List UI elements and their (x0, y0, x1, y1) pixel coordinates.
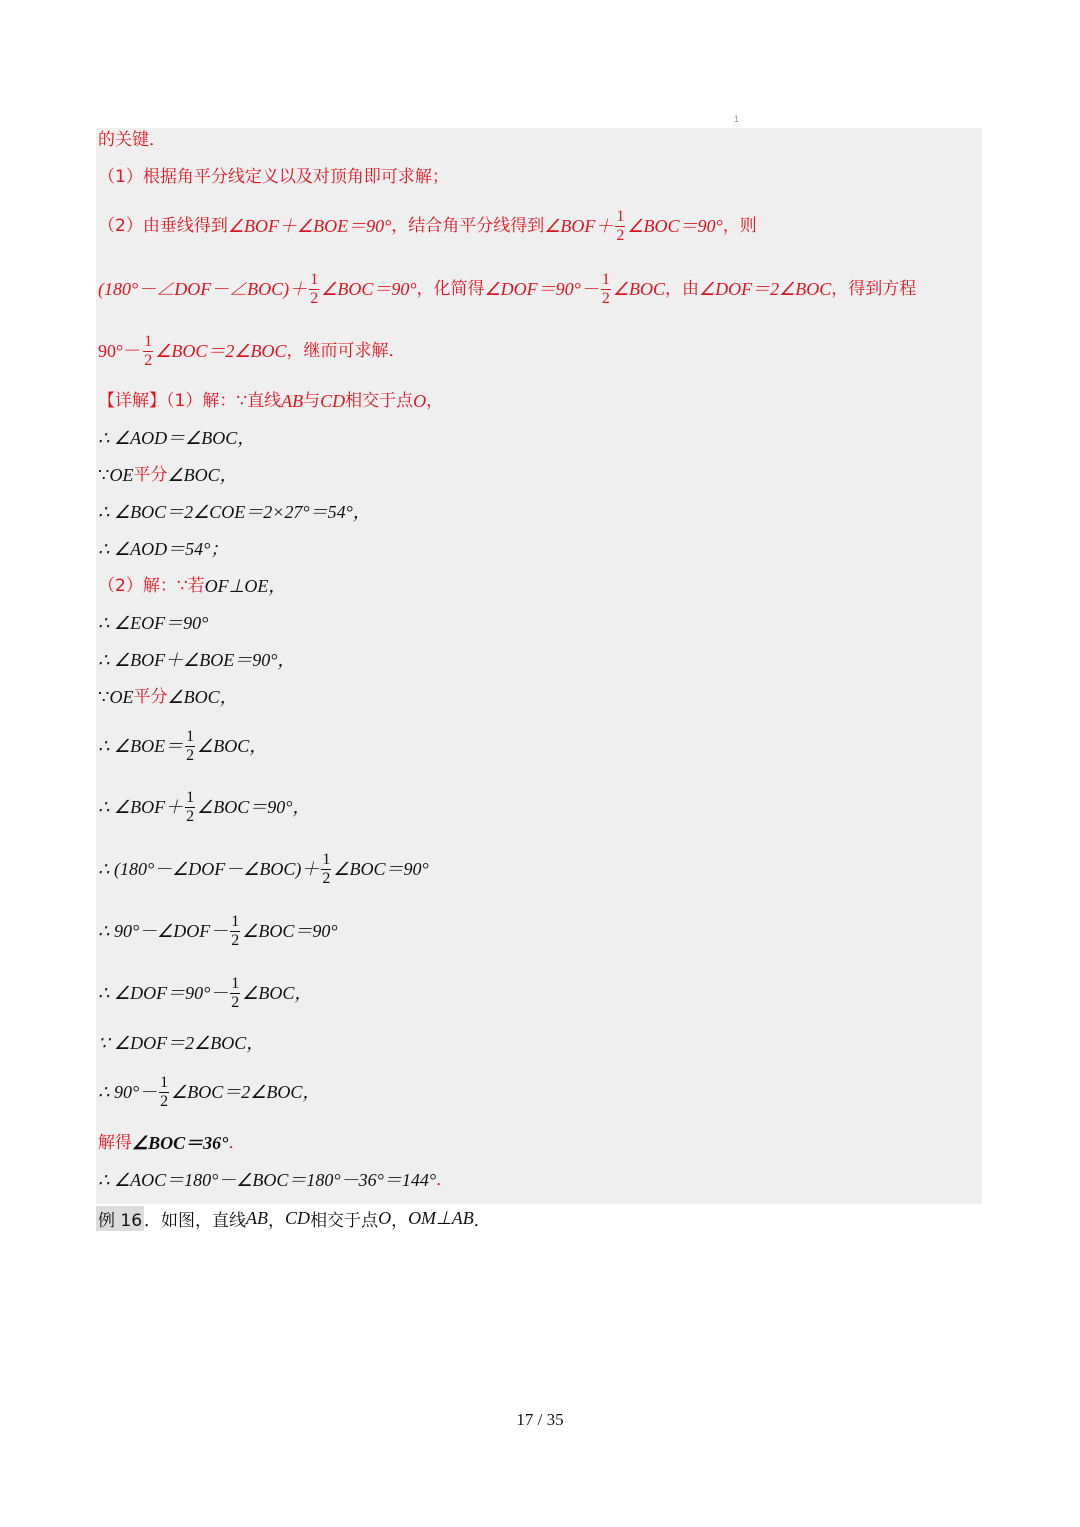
text: （2）由垂线得到 (98, 215, 228, 236)
step-line-17 (98, 848, 429, 890)
math: ∠BOC， (167, 687, 238, 707)
math: ∠BOC， (242, 983, 313, 1003)
math: ∠DOF＝2∠BOC (699, 279, 832, 299)
math: CD (285, 1207, 311, 1228)
math: O (378, 1207, 392, 1228)
text: 平分 (133, 686, 168, 707)
math: ∠BOF＋∠BOE＝90° (227, 216, 392, 236)
math: ∴ ∠AOD＝∠BOC， (98, 428, 256, 448)
text: 的关键． (98, 130, 166, 150)
step-line-7 (98, 429, 255, 447)
math: ∠BOC， (197, 736, 268, 756)
text: ．如图，直线 (144, 1210, 247, 1231)
header-mark: 1 (734, 114, 740, 124)
text: 【详解】（1）解：∵直线 (98, 390, 282, 411)
text: ，则 (722, 215, 757, 236)
text: 解得 (98, 1132, 132, 1153)
final-answer-line (98, 1171, 453, 1189)
math: ∠DOF＝90°－ (484, 279, 599, 299)
step-line-12 (98, 614, 208, 632)
step-line-14 (98, 688, 238, 706)
text: ． (228, 1132, 246, 1153)
detail-heading-line (98, 392, 443, 410)
fraction-half: $\frac{1}{2}$ (616, 207, 625, 244)
math: ∴ ∠AOC＝180°－∠BOC＝180°－36°＝144° (98, 1170, 437, 1190)
math: ∴ ∠BOF＋ (98, 797, 184, 817)
example-16-line (96, 1206, 491, 1230)
fraction-half: $\frac{1}{2}$ (144, 332, 153, 369)
math: ∴ 90°－ (98, 1082, 158, 1102)
text: ，结合角平分线得到 (391, 215, 545, 236)
math: 90°－ (98, 341, 142, 361)
text: ，由 (665, 278, 699, 299)
step-line-8 (98, 466, 238, 484)
analysis-line-5 (98, 330, 405, 372)
text: 相交于点 (310, 1210, 379, 1231)
text: （2）解：∵若 (98, 575, 205, 596)
text: ， (426, 390, 444, 411)
page-number: 17 / 35 (516, 1410, 564, 1429)
math: ∴ ∠EOF＝90° (98, 613, 209, 633)
math: ∠BOC＝90°， (197, 797, 311, 817)
fraction-half: $\frac{1}{2}$ (231, 912, 240, 949)
text: ，继而可求解． (286, 340, 406, 361)
step-line-11 (98, 577, 286, 595)
step-line-21 (98, 1071, 320, 1113)
math: ∠BOC＝2∠BOC， (171, 1082, 321, 1102)
math: ∠BOC＝90° (242, 921, 338, 941)
fraction-half: $\frac{1}{2}$ (186, 788, 195, 825)
text: 平分 (133, 464, 168, 485)
fraction-half: $\frac{1}{2}$ (322, 850, 331, 887)
analysis-line-1 (98, 132, 166, 149)
step-line-15 (98, 725, 267, 767)
fraction-half: $\frac{1}{2}$ (310, 270, 319, 307)
math: ∠BOC， (167, 465, 238, 485)
math: ∠BOC＝90° (321, 279, 417, 299)
text: 与 (303, 390, 321, 411)
text: ． (473, 1210, 491, 1231)
analysis-line-4 (98, 268, 916, 310)
text: ，得到方程 (831, 278, 917, 299)
result-line (98, 1134, 245, 1152)
math: AB (281, 391, 304, 411)
math: (180°－∠DOF－∠BOC)＋ (98, 279, 308, 299)
math: OM⊥AB (408, 1207, 474, 1228)
text: ， (391, 1210, 409, 1231)
text: ． (436, 1169, 454, 1190)
math: O (413, 391, 427, 411)
text: 相交于点 (345, 390, 414, 411)
text: （1）根据角平分线定义以及对顶角即可求解； (98, 167, 449, 187)
math: ∠BOF＋ (544, 216, 614, 236)
math: ∠BOC (612, 279, 665, 299)
step-line-19 (98, 972, 312, 1014)
math: ∠BOC＝90° (627, 216, 723, 236)
math: ∴ ∠DOF＝90°－ (98, 983, 229, 1003)
math: ∴ ∠BOF＋∠BOE＝90°， (98, 650, 296, 670)
math: ∵ (98, 687, 110, 707)
fraction-half: $\frac{1}{2}$ (186, 727, 195, 764)
math: ∠BOC＝2∠BOC (155, 341, 287, 361)
step-line-20 (98, 1034, 264, 1052)
math: ∴ (180°－∠DOF－∠BOC)＋ (98, 859, 320, 879)
math: ∵ (98, 465, 110, 485)
analysis-line-3 (98, 205, 757, 247)
math: OF⊥OE， (204, 576, 287, 596)
step-line-16 (98, 786, 310, 828)
math: CD (320, 391, 346, 411)
math: ∴ ∠BOC＝2∠COE＝2×27°＝54°， (98, 502, 371, 522)
math: ∵ ∠DOF＝2∠BOC， (98, 1033, 265, 1053)
fraction-half: $\frac{1}{2}$ (231, 974, 240, 1011)
math: ∠BOC＝36° (132, 1133, 229, 1153)
text: ，化简得 (416, 278, 485, 299)
step-line-13 (98, 651, 295, 669)
math: OE (109, 687, 134, 707)
step-line-10 (98, 540, 228, 558)
fraction-half: $\frac{1}{2}$ (601, 270, 610, 307)
math: OE (109, 465, 134, 485)
example-tag: 例 16 (96, 1206, 144, 1231)
math: ∴ 90°－∠DOF－ (98, 921, 229, 941)
analysis-line-2 (98, 169, 449, 186)
text: ， (268, 1210, 286, 1231)
math: ∠BOC＝90° (333, 859, 429, 879)
math: ∴ ∠BOE＝ (98, 736, 184, 756)
step-line-18 (98, 910, 338, 952)
step-line-9 (98, 503, 371, 521)
math: ∴ ∠AOD＝54°； (98, 539, 229, 559)
fraction-half: $\frac{1}{2}$ (160, 1073, 169, 1110)
math: AB (246, 1207, 269, 1228)
